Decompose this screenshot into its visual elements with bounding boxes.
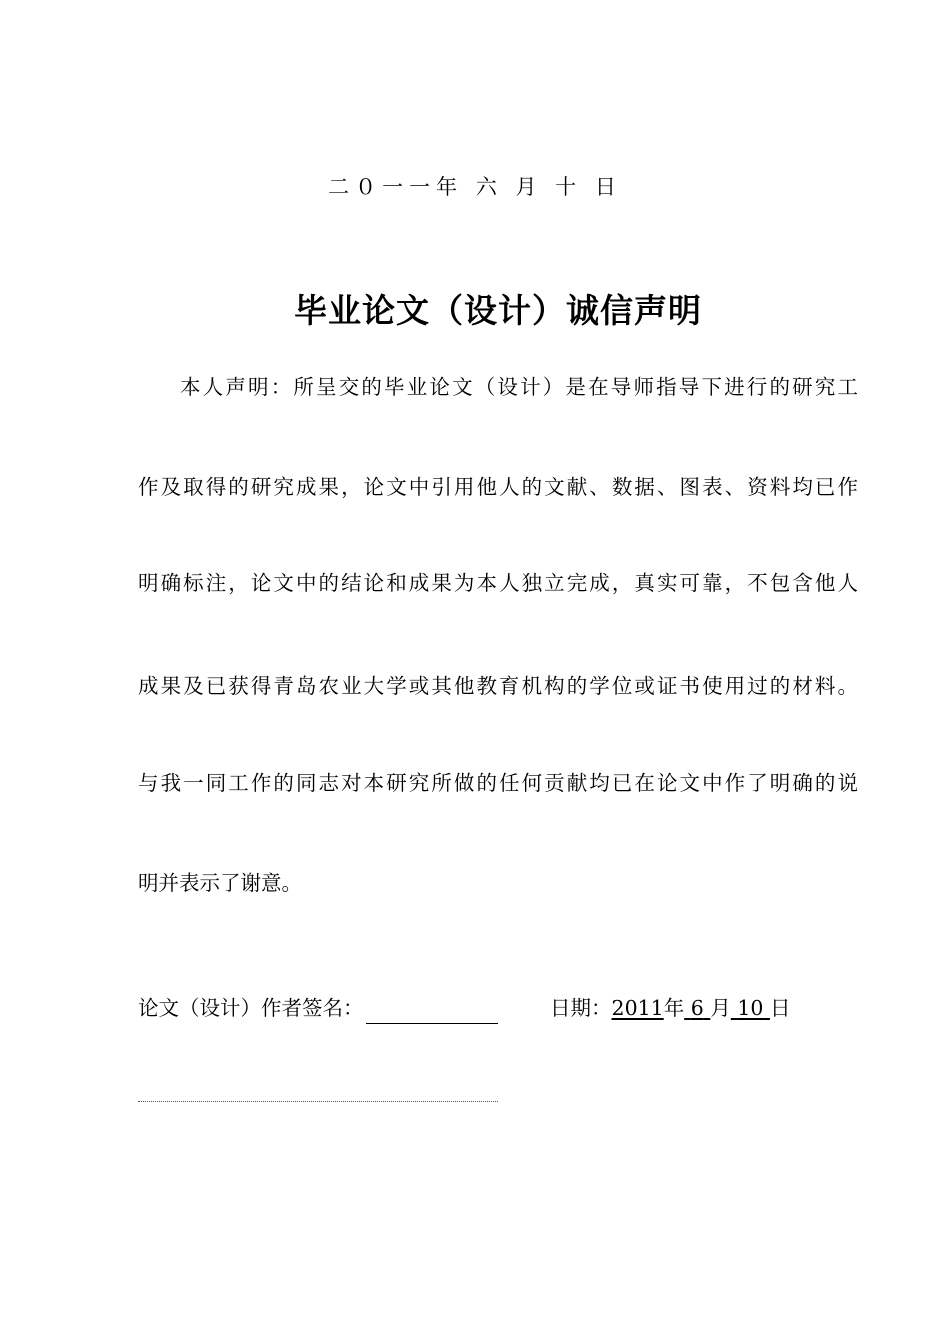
document-date: 二０一一年 六 月 十 日 [328, 175, 622, 199]
declaration-line-1: 本人声明：所呈交的毕业论文（设计）是在导师指导下进行的研究工 [180, 375, 858, 399]
date-day-value: 10 [737, 996, 764, 1020]
date-month-value: 6 [690, 996, 704, 1020]
signature-row [138, 992, 858, 1024]
page-title: 毕业论文（设计）诚信声明 [294, 291, 702, 330]
declaration-line-3: 明确标注，论文中的结论和成果为本人独立完成，真实可靠，不包含他人 [138, 571, 858, 595]
date-label: 日期： [550, 996, 612, 1020]
date-year-unit: 年 [663, 996, 685, 1020]
declaration-line-2: 作及取得的研究成果，论文中引用他人的文献、数据、图表、资料均已作 [138, 475, 858, 499]
declaration-line-4: 成果及已获得青岛农业大学或其他教育机构的学位或证书使用过的材料。 [138, 674, 858, 698]
declaration-line-6: 明并表示了谢意。 [138, 871, 302, 895]
date-year[interactable]: 2011 [611, 996, 664, 1020]
signature-label: 论文（设计）作者签名： [138, 996, 364, 1020]
footnote-divider [138, 1101, 498, 1102]
declaration-line-5: 与我一同工作的同志对本研究所做的任何贡献均已在论文中作了明确的说 [138, 771, 858, 795]
signature-field[interactable] [366, 999, 498, 1024]
date-day[interactable] [731, 996, 770, 1020]
date-day-unit: 日 [769, 996, 791, 1020]
date-month[interactable] [684, 996, 710, 1020]
date-month-unit: 月 [710, 996, 731, 1020]
